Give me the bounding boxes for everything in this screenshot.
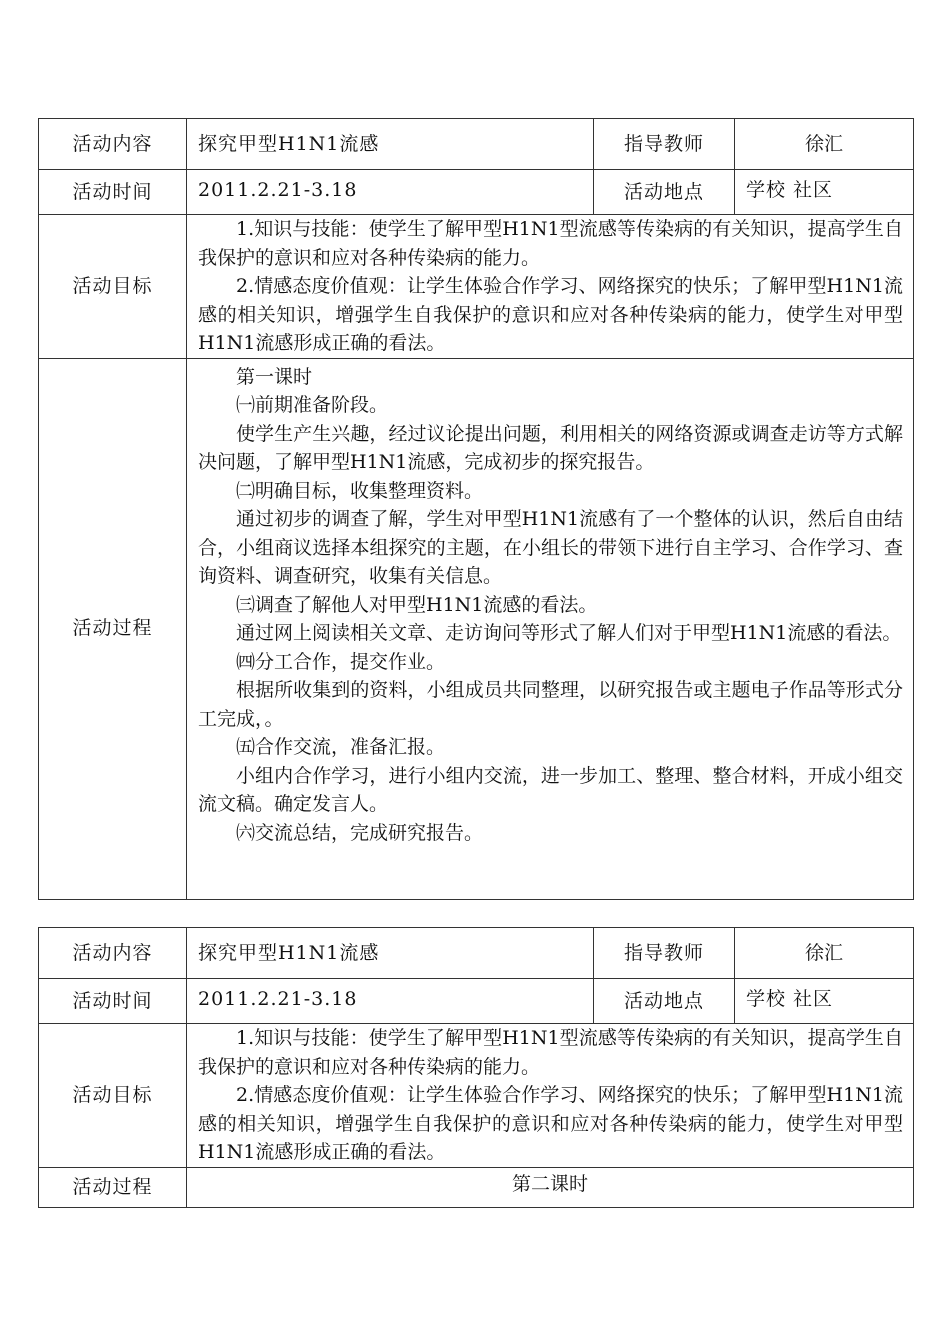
process-item: 第一课时 xyxy=(236,365,313,388)
value-teacher: 徐汇 xyxy=(735,119,914,170)
value-time: 2011.2.21-3.18 xyxy=(187,170,594,215)
goal-item: 1.知识与技能：使学生了解甲型H1N1型流感等传染病的有关知识，提高学生自我保护的意识和应对各种传染病的能力。 xyxy=(198,1027,903,1078)
label-location: 活动地点 xyxy=(594,170,735,215)
process-item: ㈡明确目标，收集整理资料。 xyxy=(236,479,484,502)
row-goals xyxy=(39,215,914,359)
label-process: 活动过程 xyxy=(39,1167,187,1207)
process-item: ㈤合作交流，准备汇报。 xyxy=(236,736,446,758)
goal-item: 1.知识与技能：使学生了解甲型H1N1型流感等传染病的有关知识，提高学生自我保护的意识和应对各种传染病的能力。 xyxy=(198,218,903,269)
goal-item: 2.情感态度价值观：让学生体验合作学习、网络探究的快乐；了解甲型H1N1流感的相关知识，增强学生自我保护的意识和应对各种传染病的能力，使学生对甲型H1N1流感形成正确的看法。 xyxy=(198,275,903,354)
session-title: 第二课时 xyxy=(187,1167,914,1207)
label-goals: 活动目标 xyxy=(39,1024,187,1168)
process-item: 通过初步的调查了解，学生对甲型H1N1流感有了一个整体的认识，然后自由结合，小组商议选择本组探究的主题，在小组长的带领下进行自主学习、合作学习、查询资料、调查研究，收集有关信息。 xyxy=(198,508,903,587)
row-process xyxy=(39,358,914,899)
process-item: 使学生产生兴趣，经过议论提出问题，利用相关的网络资源或调查走访等方式解决问题，了解甲型H1N1流感，完成初步的探究报告。 xyxy=(198,422,903,473)
value-time: 2011.2.21-3.18 xyxy=(187,979,594,1024)
label-time: 活动时间 xyxy=(39,170,187,215)
value-content: 探究甲型H1N1流感 xyxy=(187,119,594,170)
value-content: 探究甲型H1N1流感 xyxy=(187,928,594,979)
label-process: 活动过程 xyxy=(39,358,187,899)
process-item: ㈢调查了解他人对甲型H1N1流感的看法。 xyxy=(236,593,598,616)
process-item: 根据所收集到的资料，小组成员共同整理，以研究报告或主题电子作品等形式分工完成，。 xyxy=(198,679,903,730)
label-goals: 活动目标 xyxy=(39,215,187,359)
process-item: ㈥交流总结，完成研究报告。 xyxy=(236,821,484,844)
value-location: 学校 社区 xyxy=(735,170,914,215)
value-location: 学校 社区 xyxy=(735,979,914,1024)
goals-text xyxy=(187,215,914,359)
goals-text xyxy=(187,1024,914,1168)
label-teacher: 指导教师 xyxy=(594,928,735,979)
row-goals xyxy=(39,1024,914,1168)
row-time xyxy=(39,979,914,1024)
process-item: 通过网上阅读相关文章、走访询问等形式了解人们对于甲型H1N1流感的看法。 xyxy=(236,622,902,644)
label-teacher: 指导教师 xyxy=(594,119,735,170)
row-content xyxy=(39,119,914,170)
row-time xyxy=(39,170,914,215)
label-content: 活动内容 xyxy=(39,119,187,170)
activity-table-1 xyxy=(38,118,914,900)
process-item: 小组内合作学习，进行小组内交流，进一步加工、整理、整合材料，开成小组交流文稿。确定发言人。 xyxy=(198,764,903,815)
label-time: 活动时间 xyxy=(39,979,187,1024)
process-item: ㈣分工合作，提交作业。 xyxy=(236,650,446,673)
activity-table-2 xyxy=(38,927,914,1208)
process-text xyxy=(187,358,914,899)
label-content: 活动内容 xyxy=(39,928,187,979)
goal-item: 2.情感态度价值观：让学生体验合作学习、网络探究的快乐；了解甲型H1N1流感的相关知识，增强学生自我保护的意识和应对各种传染病的能力，使学生对甲型H1N1流感形成正确的看法。 xyxy=(198,1084,903,1163)
process-item: ㈠前期准备阶段。 xyxy=(236,394,389,416)
label-location: 活动地点 xyxy=(594,979,735,1024)
row-process xyxy=(39,1167,914,1207)
row-content xyxy=(39,928,914,979)
value-teacher: 徐汇 xyxy=(735,928,914,979)
